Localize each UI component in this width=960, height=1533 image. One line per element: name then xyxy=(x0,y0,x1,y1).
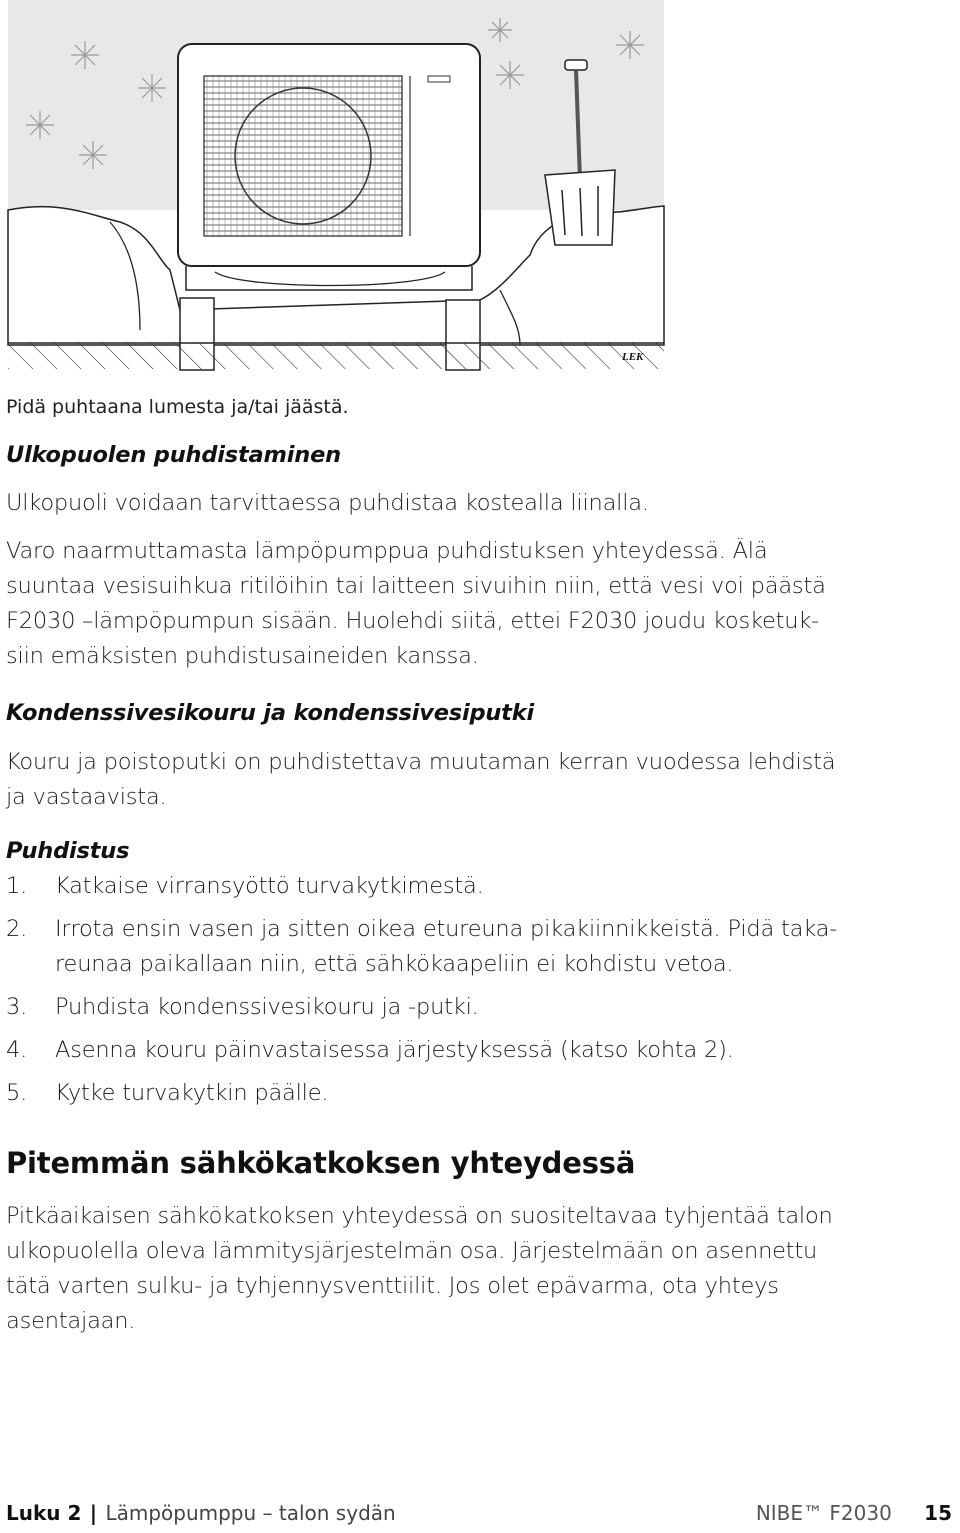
power-outage-paragraph: Pitkäaikaisen sähkökatkoksen yhteydessä on suositeltavaa tyhjentää talon ulkopuolella oleva lämmitysjärjestelmän osa. Järjestelmään on asennettu tätä varten sulku- ja tyhjennysventtiilit. Jos olet epävarma, ota yhteys asentajaan. xyxy=(6,1203,833,1334)
heat-pump-snow-illustration xyxy=(0,0,670,375)
ground-hatch xyxy=(8,343,664,369)
list-item: 4. Asenna kouru päinvastaisessa järjestyksessä (katso kohta 2). xyxy=(6,1037,734,1063)
figure-credit: LEK xyxy=(622,351,644,363)
condensate-paragraph: Kouru ja poistoputki on puhdistettava muutaman kerran vuodessa lehdistä ja vastaavista. xyxy=(6,749,836,810)
footer-separator: | xyxy=(89,1501,98,1525)
page-number: 15 xyxy=(924,1501,952,1525)
list-item: 2. Irrota ensin vasen ja sitten oikea etureuna pikakiinnikkeistä. Pidä taka- reunaa paikallaan niin, että sähkökaapeliin ei kohdistu vetoa. xyxy=(6,916,838,977)
footer-chapter-info xyxy=(6,1496,396,1530)
outside-paragraph-1: Ulkopuoli voidaan tarvittaessa puhdistaa kostealla liinalla. xyxy=(6,490,649,516)
chapter-subtitle: Lämpöpumppu – talon sydän xyxy=(105,1501,396,1525)
list-item: 1. Katkaise virransyöttö turvakytkimestä. xyxy=(6,873,484,899)
list-item: 5. Kytke turvakytkin päälle. xyxy=(6,1080,329,1106)
footer-product-info xyxy=(756,1496,952,1530)
product-name: NIBE™ F2030 xyxy=(755,1501,892,1525)
page-footer xyxy=(6,1496,952,1530)
heading-cleaning: Puhdistus xyxy=(6,838,130,864)
chapter-label: Luku 2 xyxy=(6,1501,82,1525)
outside-paragraph-2: Varo naarmuttamasta lämpöpumppua puhdistuksen yhteydessä. Älä suuntaa vesisuihkua ritilöihin tai laitteen sivuihin niin, että vesi voi päästä F2030 –lämpöpumpun sisään. Huolehdi siitä, ettei F2030 joudu kosketuk- siin emäksisten puhdistusaineiden kanssa. xyxy=(6,538,826,669)
heading-power-outage: Pitemmän sähkökatkoksen yhteydessä xyxy=(6,1146,636,1180)
heading-condensate: Kondenssivesikouru ja kondenssivesiputki xyxy=(6,700,535,726)
figure-caption: Pidä puhtaana lumesta ja/tai jäästä. xyxy=(6,396,349,418)
list-item: 3. Puhdista kondenssivesikouru ja -putki. xyxy=(6,994,479,1020)
cleaning-steps-list xyxy=(6,869,906,1119)
heading-outside-cleaning: Ulkopuolen puhdistaminen xyxy=(6,442,341,468)
